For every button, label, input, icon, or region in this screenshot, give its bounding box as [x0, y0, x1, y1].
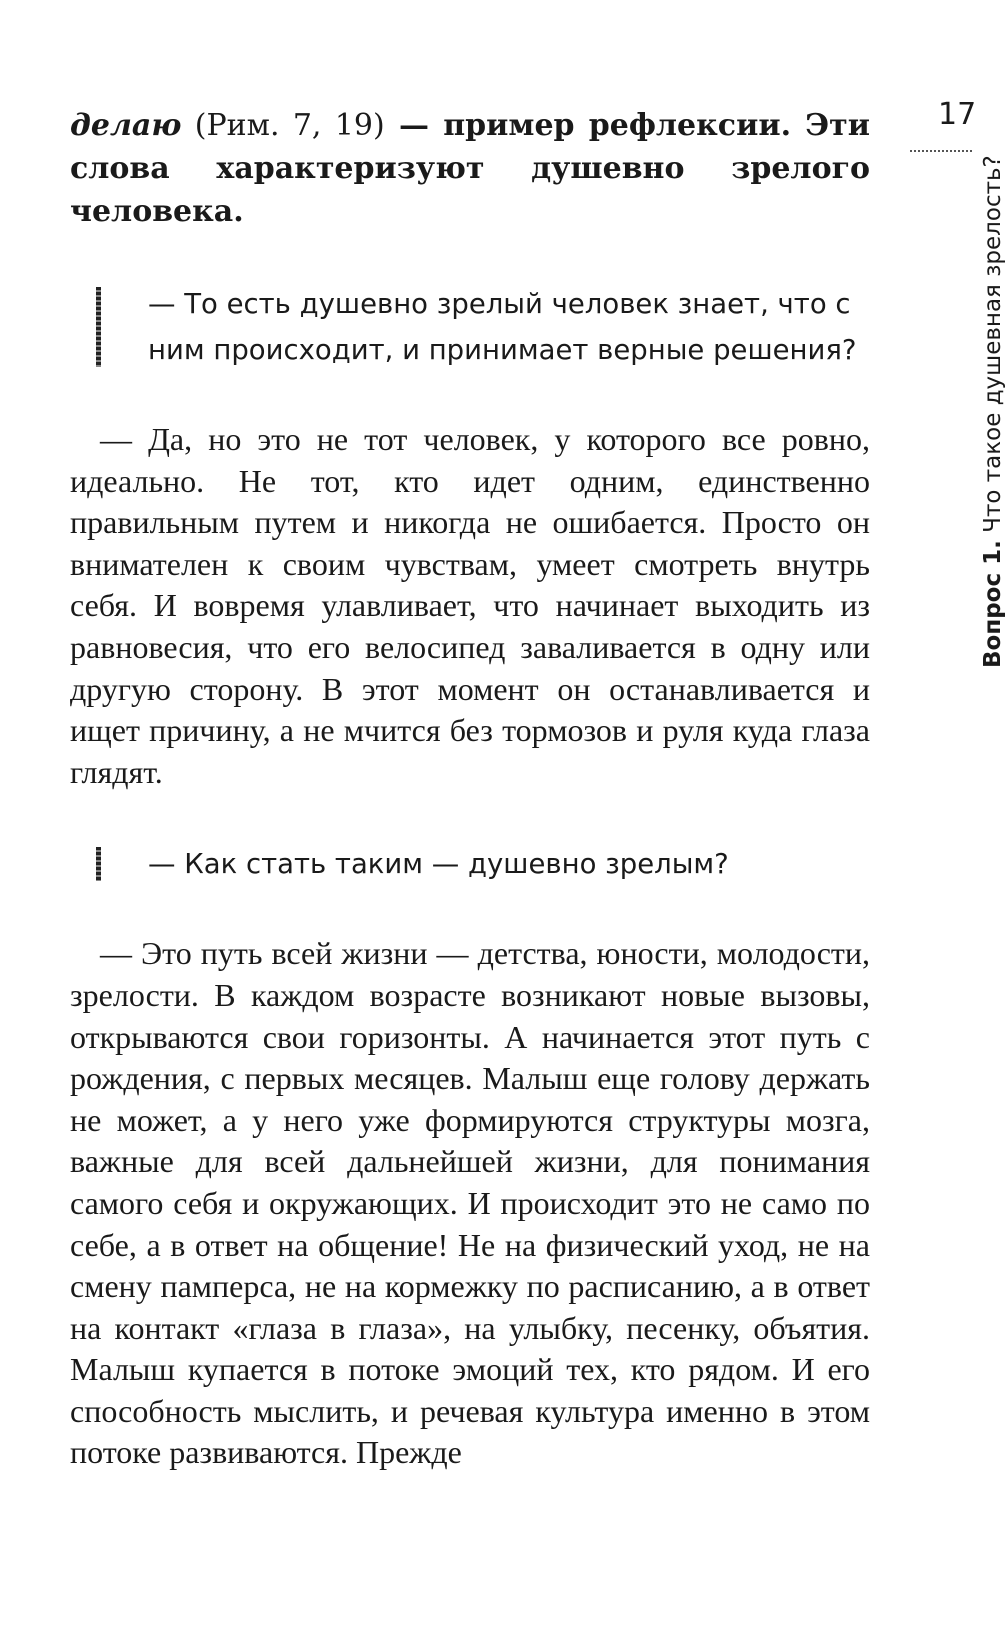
question-marker-bar	[96, 847, 101, 881]
running-head	[982, 155, 1005, 668]
question-text: — То есть душевно зрелый человек знает, что с ним происходит, и принимает верные решения?	[148, 288, 857, 366]
interview-answer: — Да, но это не тот человек, у которого все ровно, идеально. Не тот, кто идет одним, единственно правильным путем и никогда не ошибается. Просто он внимателен к своим чувствам, умеет смотреть внутрь себя. И вовремя улавливает, что начинает выходить из равновесия, что его велосипед заваливается в одну или другую сторону. В этот момент он останавливается и ищет причину, а не мчится без тормозов и руля куда глаза глядят.	[70, 421, 870, 790]
running-head-chapter: Вопрос 1.	[980, 540, 1006, 668]
bible-reference: (Рим. 7, 19)	[181, 108, 385, 143]
interview-question	[70, 841, 870, 887]
question-marker-bar	[96, 287, 101, 367]
lead-paragraph	[70, 104, 870, 233]
interview-answer: — Это путь всей жизни — детства, юности, молодости, зрелости. В каждом возрасте возникают новые вызовы, открываются свои горизонты. А начинается этот путь с рождения, с первых месяцев. Малыш еще голову держать не может, а у него уже формируются структуры мозга, важные для всей дальнейшей жизни, для понимания самого себя и окружающих. И происходит это не само по себе, а в ответ на общение! Не на физический уход, не на смену памперса, не на кормежку по расписанию, а в ответ на контакт «глаза в глаза», на улыбку, песенку, объятия. Малыш купается в потоке эмоций тех, кто рядом. И его способность мыслить, и речевая культура именно в этом потоке развиваются. Прежде	[70, 935, 870, 1471]
text-column	[70, 104, 870, 1474]
running-head-title: Что такое душевная зрелость?	[980, 155, 1006, 541]
lead-italic-word: делаю	[70, 108, 182, 143]
page-number: 17	[938, 97, 977, 132]
question-text: — Как стать таким — душевно зрелым?	[148, 848, 729, 881]
interview-question	[70, 281, 870, 373]
lead-text: — пример рефлексии. Эти слова характеризуют душевно зрелого человека.	[70, 108, 870, 229]
header-divider	[910, 150, 972, 152]
